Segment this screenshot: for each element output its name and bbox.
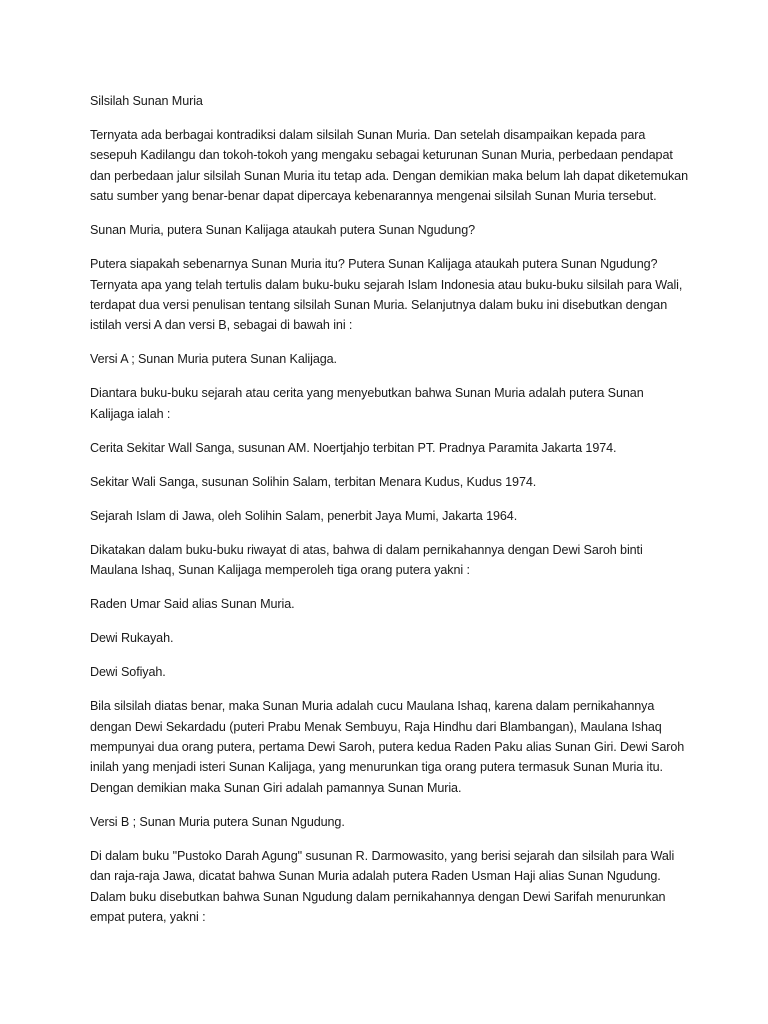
source-item: Sejarah Islam di Jawa, oleh Solihin Salam, penerbit Jaya Mumi, Jakarta 1964.: [90, 508, 518, 523]
document-title: Silsilah Sunan Muria: [90, 94, 203, 108]
document-body: [90, 91, 690, 941]
paragraph-versions-intro: Putera siapakah sebenarnya Sunan Muria itu? Putera Sunan Kalijaga ataukah putera Sunan Ngudung? Ternyata apa yang telah tertulis dalam buku-buku sejarah Islam Indonesia atau buku-buku silsilah para Wali, terdapat dua versi penulisan tentang silsilah Sunan Muria. Selanjutnya dalam buku ini disebutkan dengan istilah versi A dan versi B, sebagai di bawah ini :: [90, 257, 683, 333]
child-item: Raden Umar Said alias Sunan Muria.: [90, 597, 295, 612]
paragraph-genealogy-analysis: Bila silsilah diatas benar, maka Sunan Muria adalah cucu Maulana Ishaq, karena dalam pernikahannya dengan Dewi Sekardadu (puteri Prabu Menak Sembuyu, Raja Hindhu dari Blambangan), Maulana Ishaq mempunyai dua orang putera, pertama Dewi Saroh, putera kedua Raden Paku alias Sunan Giri. Dewi Saroh inilah yang menjadi isteri Sunan Kalijaga, yang menurunkan tiga orang putera termasuk Sunan Muria itu. Dengan demikian maka Sunan Giri adalah pamannya Sunan Muria.: [90, 699, 685, 795]
source-item: Cerita Sekitar Wall Sanga, susunan AM. Noertjahjo terbitan PT. Pradnya Paramita Jakarta 1974.: [90, 440, 617, 455]
paragraph-version-b: Di dalam buku "Pustoko Darah Agung" susunan R. Darmowasito, yang berisi sejarah dan silsilah para Wali dan raja-raja Jawa, dicatat bahwa Sunan Muria adalah putera Raden Usman Haji alias Sunan Ngudung. Dalam buku disebutkan bahwa Sunan Ngudung dalam pernikahannya dengan Dewi Sarifah menurunkan empat putera, yakni :: [90, 848, 675, 925]
paragraph-version-a-sources-intro: Diantara buku-buku sejarah atau cerita yang menyebutkan bahwa Sunan Muria adalah putera Sunan Kalijaga ialah :: [90, 386, 644, 421]
version-a-heading: Versi A ; Sunan Muria putera Sunan Kalijaga.: [90, 352, 337, 367]
child-item: Dewi Rukayah.: [90, 631, 174, 646]
source-item: Sekitar Wali Sanga, susunan Solihin Salam, terbitan Menara Kudus, Kudus 1974.: [90, 474, 537, 489]
paragraph-intro: Ternyata ada berbagai kontradiksi dalam silsilah Sunan Muria. Dan setelah disampaikan kepada para sesepuh Kadilangu dan tokoh-tokoh yang mengaku sebagai keturunan Sunan Muria, perbedaan pendapat dan perbedaan jalur silsilah Sunan Muria itu tetap ada. Dengan demikian maka belum lah dapat diketemukan satu sumber yang benar-benar dapat dipercaya kebenarannya mengenai silsilah Sunan Muria tersebut.: [90, 128, 688, 204]
paragraph-question-heading: Sunan Muria, putera Sunan Kalijaga ataukah putera Sunan Ngudung?: [90, 223, 475, 238]
version-b-heading: Versi B ; Sunan Muria putera Sunan Ngudung.: [90, 814, 345, 829]
child-item: Dewi Sofiyah.: [90, 665, 166, 680]
paragraph-children-intro: Dikatakan dalam buku-buku riwayat di atas, bahwa di dalam pernikahannya dengan Dewi Saroh binti Maulana Ishaq, Sunan Kalijaga memperoleh tiga orang putera yakni :: [90, 542, 643, 578]
